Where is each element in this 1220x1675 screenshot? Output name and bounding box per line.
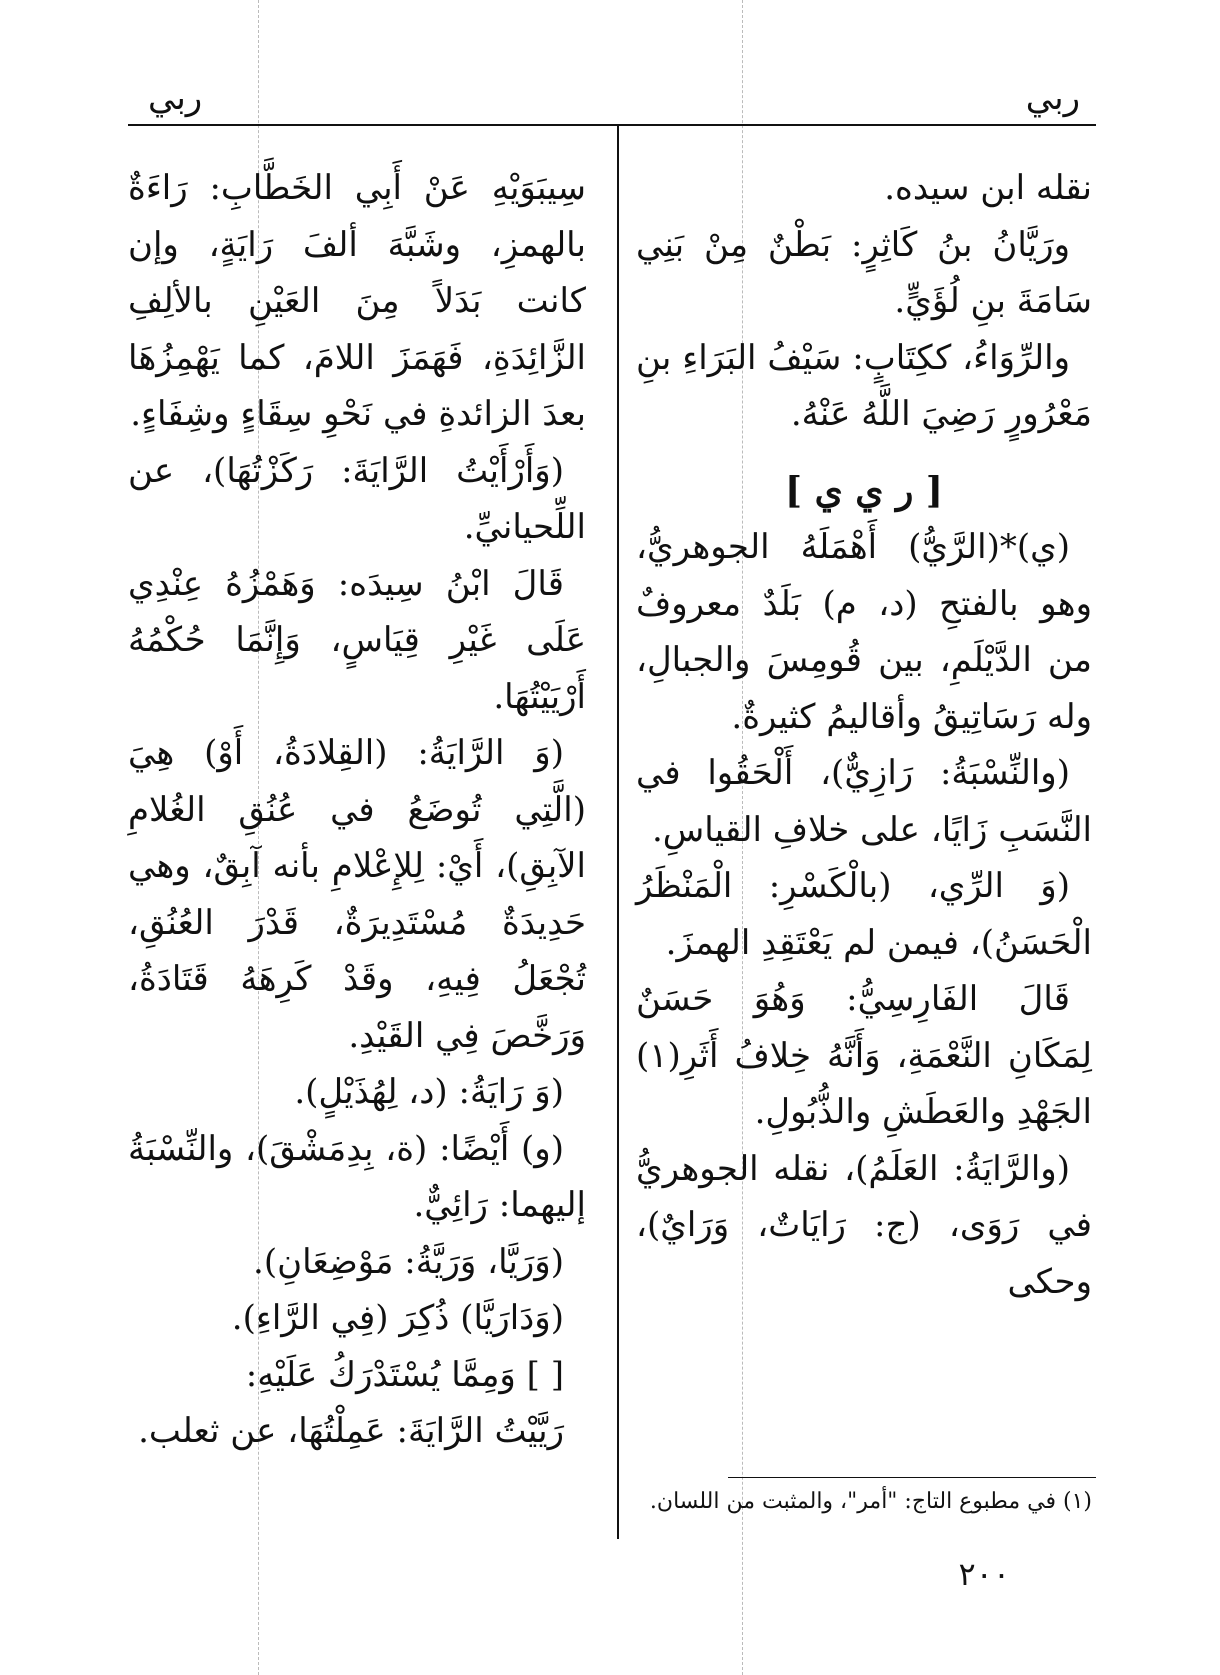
paragraph: قَالَ ابْنُ سِيدَه: وَهَمْزُهُ عِنْدِي عَلَى غَيْرِ قِيَاسٍ، وَإِنَّمَا حُكْمُهُ أَرْيَيْتُهَا. xyxy=(128,563,586,717)
running-head-left: ربي xyxy=(148,78,203,118)
paragraph: نقله ابن سيده. xyxy=(884,168,1092,208)
right-column xyxy=(636,160,1092,1310)
paragraph: (وَ الرِّي، (بالْكَسْرِ: الْمَنْظَرُ الْحَسَنُ)، فيمن لم يَعْتَقِدِ الهمزَ. xyxy=(636,866,1092,963)
page-number: ٢٠٠ xyxy=(958,1555,1010,1593)
paragraph: (والرَّايَةُ: العَلَمُ)، نقله الجوهريُّ في رَوَى، (ج: رَايَاتٌ، وَرَايٌ)، وحكى xyxy=(636,1148,1092,1302)
paragraph: (وَرَيَّا، وَرَيَّةُ: مَوْضِعَانِ). xyxy=(253,1241,564,1282)
footnote-rule xyxy=(728,1477,1096,1478)
paragraph: (و) أَيْضًا: (ة، بِدِمَشْقَ)، والنِّسْبَةُ إليهما: رَائِيٌّ. xyxy=(128,1128,586,1225)
left-column xyxy=(128,160,586,1460)
paragraph: رَيَّيْتُ الرَّايَةَ: عَمِلْتُهَا، عن ثعلب. xyxy=(138,1411,564,1451)
paragraph: (وَ رَايَةُ: (د، لِهُذَيْلٍ). xyxy=(294,1072,564,1112)
paragraph: (والنِّسْبَةُ: رَازِيٌّ)، أَلْحَقُوا في النَّسَبِ زَايًا، على خلافِ القياسِ. xyxy=(636,753,1092,850)
paragraph: ورَيَّانُ بنُ كَاثِرٍ: بَطْنٌ مِنْ بَنِي سَامَةَ بنِ لُؤَيٍّ. xyxy=(636,224,1092,321)
column-divider xyxy=(617,124,619,1539)
paragraph: والرِّوَاءُ، ككِتَابٍ: سَيْفُ البَرَاءِ بنِ مَعْرُورٍ رَضِيَ اللَّهُ عَنْهُ. xyxy=(636,337,1092,434)
header-rule xyxy=(128,124,1096,126)
paragraph: (وَ الرَّايَةُ: (القِلادَةُ، أَوْ) هِيَ (الَّتِي تُوضَعُ في عُنُقِ الغُلامِ الآبِقِ)، أَيْ: لِلإِعْلامِ بأنه آبِقٌ، وهي حَدِيدَةٌ مُسْتَدِيرَةٌ، قَدْرَ العُنُقِ، تُجْعَلُ فِيهِ، وقَدْ كَرِهَهُ قَتَادَةُ، وَرَخَّصَ فِي القَيْدِ. xyxy=(128,733,586,1056)
paragraph: سِيبَوَيْهِ عَنْ أَبِي الخَطَّابِ: رَاءَةٌ بالهمزِ، وشَبَّهَ ألفَ رَايَةٍ، وإن كانت بَدَلاً مِنَ العَيْنِ بالألِفِ الزَّائِدَةِ، فَهَمَزَ اللامَ، كما يَهْمِزُهَا بعدَ الزائدةِ في نَحْوِ سِقَاءٍ وشِفَاءٍ. xyxy=(128,168,586,434)
paragraph: قَالَ الفَارِسِيُّ: وَهُوَ حَسَنٌ لِمَكَانِ النَّعْمَةِ، وَأَنَّهُ خِلافُ أَثَرِ(١) الجَهْدِ والعَطَشِ والذُّبُولِ. xyxy=(636,979,1092,1132)
footnote: (١) في مطبوع التاج: "أمر"، والمثبت من اللسان. xyxy=(649,1489,1092,1514)
paragraph: (ي)*(الرَّيُّ) أَهْمَلَهُ الجوهريُّ، وهو بالفتحِ (د، م) بَلَدٌ معروفٌ من الدَّيْلَمِ، بين قُومِسَ والجبالِ، وله رَسَاتِيقُ وأقاليمُ كثيرةٌ. xyxy=(636,527,1092,737)
running-head-right: ربي xyxy=(1025,78,1080,118)
paragraph: (وَدَارَيَّا) ذُكِرَ (فِي الرَّاءِ). xyxy=(231,1298,564,1338)
paragraph: (وَأَرْأَيْتُ الرَّايَةَ: رَكَزْتُهَا)، عن اللِّحيانيِّ. xyxy=(128,450,586,547)
paragraph: [ ] وَمِمَّا يُسْتَدْرَكُ عَلَيْهِ: xyxy=(245,1354,564,1395)
entry-heading: [ ر ي ي ] xyxy=(785,469,943,512)
